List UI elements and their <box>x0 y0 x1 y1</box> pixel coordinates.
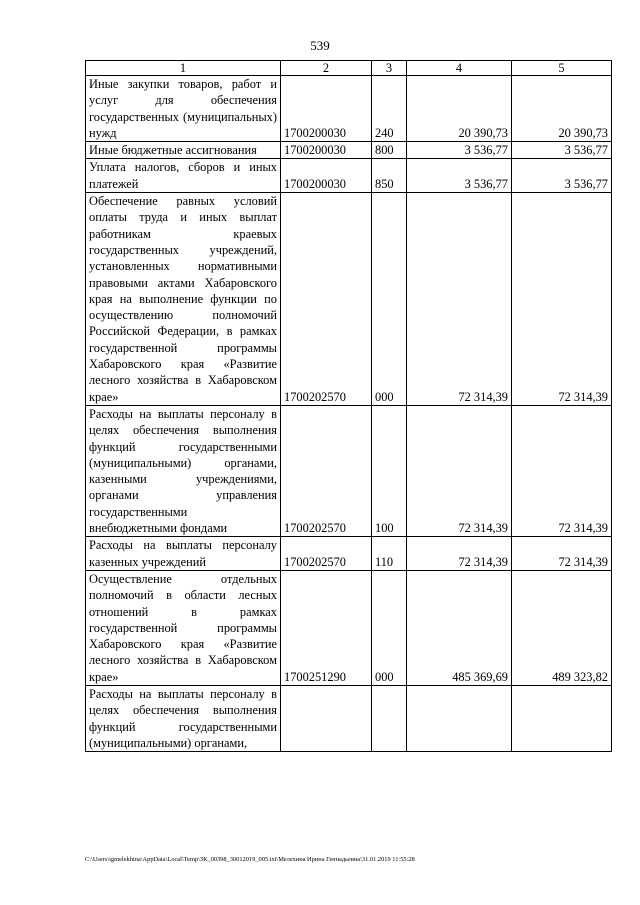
table-row <box>86 405 612 536</box>
row-sum-1: 72 314,39 <box>407 193 512 406</box>
table-row <box>86 159 612 193</box>
row-sum-2: 20 390,73 <box>512 76 612 142</box>
budget-table <box>85 60 612 752</box>
row-code: 1700200030 <box>281 76 372 142</box>
row-code: 1700200030 <box>281 159 372 193</box>
row-expense-type <box>372 685 407 751</box>
row-sum-2: 3 536,77 <box>512 142 612 159</box>
header-col-2: 2 <box>281 61 372 76</box>
row-sum-2: 72 314,39 <box>512 193 612 406</box>
row-code: 1700200030 <box>281 142 372 159</box>
row-expense-type: 100 <box>372 405 407 536</box>
row-expense-type: 110 <box>372 537 407 571</box>
row-expense-type: 850 <box>372 159 407 193</box>
row-sum-1: 3 536,77 <box>407 159 512 193</box>
row-name: Уплата налогов, сборов и иных платежей <box>86 159 281 193</box>
row-name: Осуществление отдельных полномочий в области лесных отношений в рамках государственной программы Хабаровского края «Развитие лесного хозяйства в Хабаровском крае» <box>86 570 281 685</box>
row-code: 1700251290 <box>281 570 372 685</box>
row-expense-type: 240 <box>372 76 407 142</box>
row-name: Расходы на выплаты персоналу в целях обеспечения выполнения функций государственными (муниципальными) органами, <box>86 685 281 751</box>
row-sum-1 <box>407 685 512 751</box>
table-row <box>86 193 612 406</box>
table-row <box>86 570 612 685</box>
header-col-4: 4 <box>407 61 512 76</box>
row-sum-2 <box>512 685 612 751</box>
table-row <box>86 142 612 159</box>
row-expense-type: 800 <box>372 142 407 159</box>
row-sum-2: 72 314,39 <box>512 405 612 536</box>
row-sum-2: 3 536,77 <box>512 159 612 193</box>
table-row <box>86 76 612 142</box>
row-sum-1: 72 314,39 <box>407 405 512 536</box>
row-code: 1700202570 <box>281 537 372 571</box>
row-code: 1700202570 <box>281 405 372 536</box>
row-name: Расходы на выплаты персоналу казенных учреждений <box>86 537 281 571</box>
row-expense-type: 000 <box>372 193 407 406</box>
row-sum-1: 72 314,39 <box>407 537 512 571</box>
table-row <box>86 685 612 751</box>
row-sum-1: 20 390,73 <box>407 76 512 142</box>
row-sum-2: 489 323,82 <box>512 570 612 685</box>
row-sum-1: 3 536,77 <box>407 142 512 159</box>
header-col-5: 5 <box>512 61 612 76</box>
row-name: Иные закупки товаров, работ и услуг для обеспечения государственных (муниципальных) нужд <box>86 76 281 142</box>
page-number: 539 <box>310 38 330 53</box>
row-expense-type: 000 <box>372 570 407 685</box>
row-sum-2: 72 314,39 <box>512 537 612 571</box>
row-name: Иные бюджетные ассигнования <box>86 142 281 159</box>
header-col-1: 1 <box>86 61 281 76</box>
row-code: 1700202570 <box>281 193 372 406</box>
row-name: Обеспечение равных условий оплаты труда и иных выплат работникам краевых государственных учреждений, установленных нормативными правовыми актами Хабаровского края на выполнение функции по осуществлению полномочий Российской Федерации, в рамках государственной программы Хабаровского края «Развитие лесного хозяйства в Хабаровском крае» <box>86 193 281 406</box>
row-code <box>281 685 372 751</box>
file-path-footer: C:\Users\igmelekhina\AppData\Local\Temp\ЗК_00398_30012019_005.txt\Мелехина Ирина Геннадьевна\31.01.2019 11:55:28 <box>85 856 415 863</box>
table-header-row <box>86 61 612 76</box>
table-row <box>86 537 612 571</box>
header-col-3: 3 <box>372 61 407 76</box>
row-sum-1: 485 369,69 <box>407 570 512 685</box>
row-name: Расходы на выплаты персоналу в целях обеспечения выполнения функций государственными (муниципальными) органами, казенными учреждениями, органами управления государственными внебюджетными фондами <box>86 405 281 536</box>
